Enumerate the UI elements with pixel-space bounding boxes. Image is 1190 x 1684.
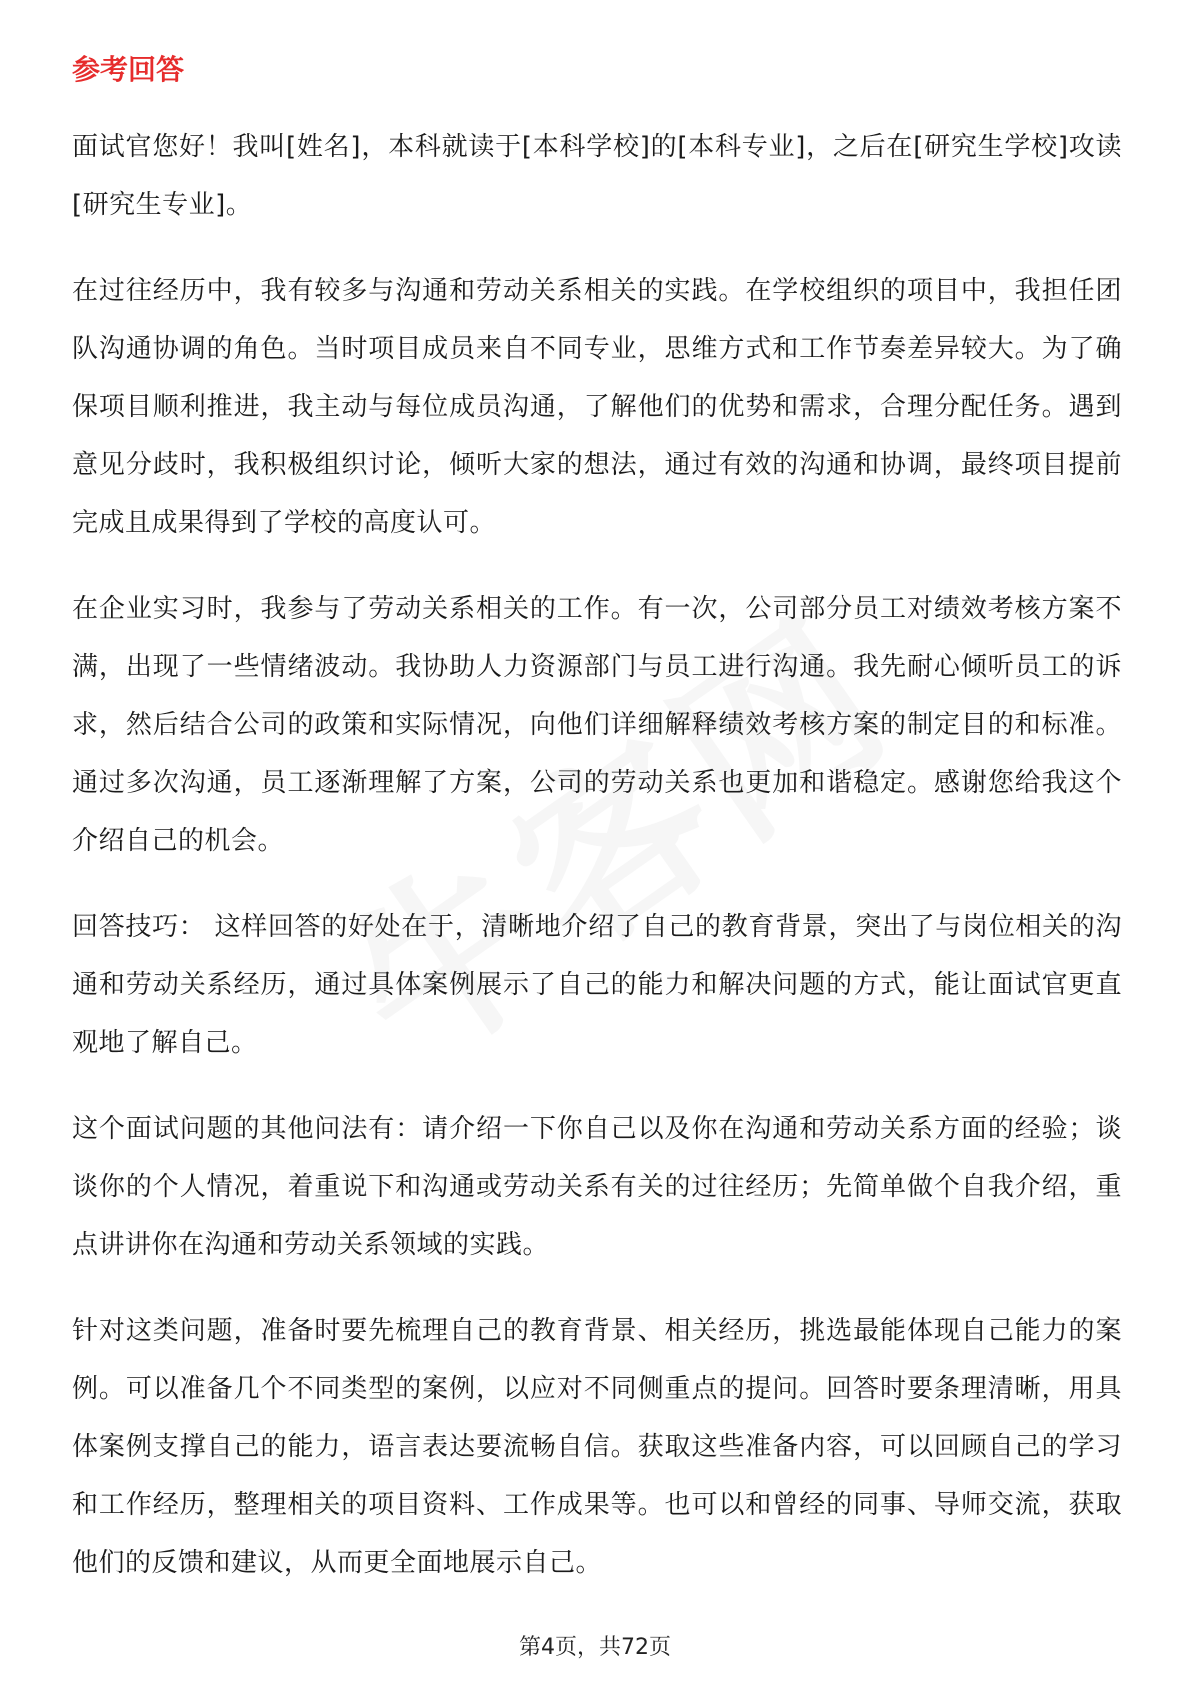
page-number: 第4页，共72页 — [519, 1635, 671, 1660]
paragraph-preparation-advice: 针对这类问题，准备时要先梳理自己的教育背景、相关经历，挑选最能体现自己能力的案例。可以准备几个不同类型的案例，以应对不同侧重点的提问。回答时要条理清晰，用具体案例支撑自己的能力，语言表达要流畅自信。获取这些准备内容，可以回顾自己的学习和工作经历，整理相关的项目资料、工作成果等。也可以和曾经的同事、导师交流，获取他们的反馈和建议，从而更全面地展示自己。 — [72, 1316, 1122, 1578]
paragraph-alternative-questions: 这个面试问题的其他问法有：请介绍一下你自己以及你在沟通和劳动关系方面的经验；谈谈你的个人情况，着重说下和沟通或劳动关系有关的过往经历；先简单做个自我介绍，重点讲讲你在沟通和劳动关系领域的实践。 — [72, 1114, 1122, 1260]
paragraph-intro: 面试官您好！我叫[姓名]，本科就读于[本科学校]的[本科专业]，之后在[研究生学校]攻读[研究生专业]。 — [72, 132, 1122, 220]
paragraph-answer-tips: 回答技巧： 这样回答的好处在于，清晰地介绍了自己的教育背景，突出了与岗位相关的沟通和劳动关系经历，通过具体案例展示了自己的能力和解决问题的方式，能让面试官更直观地了解自己。 — [72, 912, 1122, 1058]
paragraph-school-experience: 在过往经历中，我有较多与沟通和劳动关系相关的实践。在学校组织的项目中，我担任团队沟通协调的角色。当时项目成员来自不同专业，思维方式和工作节奏差异较大。为了确保项目顺利推进，我主动与每位成员沟通，了解他们的优势和需求，合理分配任务。遇到意见分歧时，我积极组织讨论，倾听大家的想法，通过有效的沟通和协调，最终项目提前完成且成果得到了学校的高度认可。 — [72, 276, 1122, 538]
document-page — [72, 44, 1122, 1592]
paragraph-internship-experience: 在企业实习时，我参与了劳动关系相关的工作。有一次，公司部分员工对绩效考核方案不满，出现了一些情绪波动。我协助人力资源部门与员工进行沟通。我先耐心倾听员工的诉求，然后结合公司的政策和实际情况，向他们详细解释绩效考核方案的制定目的和标准。通过多次沟通，员工逐渐理解了方案，公司的劳动关系也更加和谐稳定。感谢您给我这个介绍自己的机会。 — [72, 594, 1122, 856]
section-title: 参考回答 — [72, 53, 185, 86]
